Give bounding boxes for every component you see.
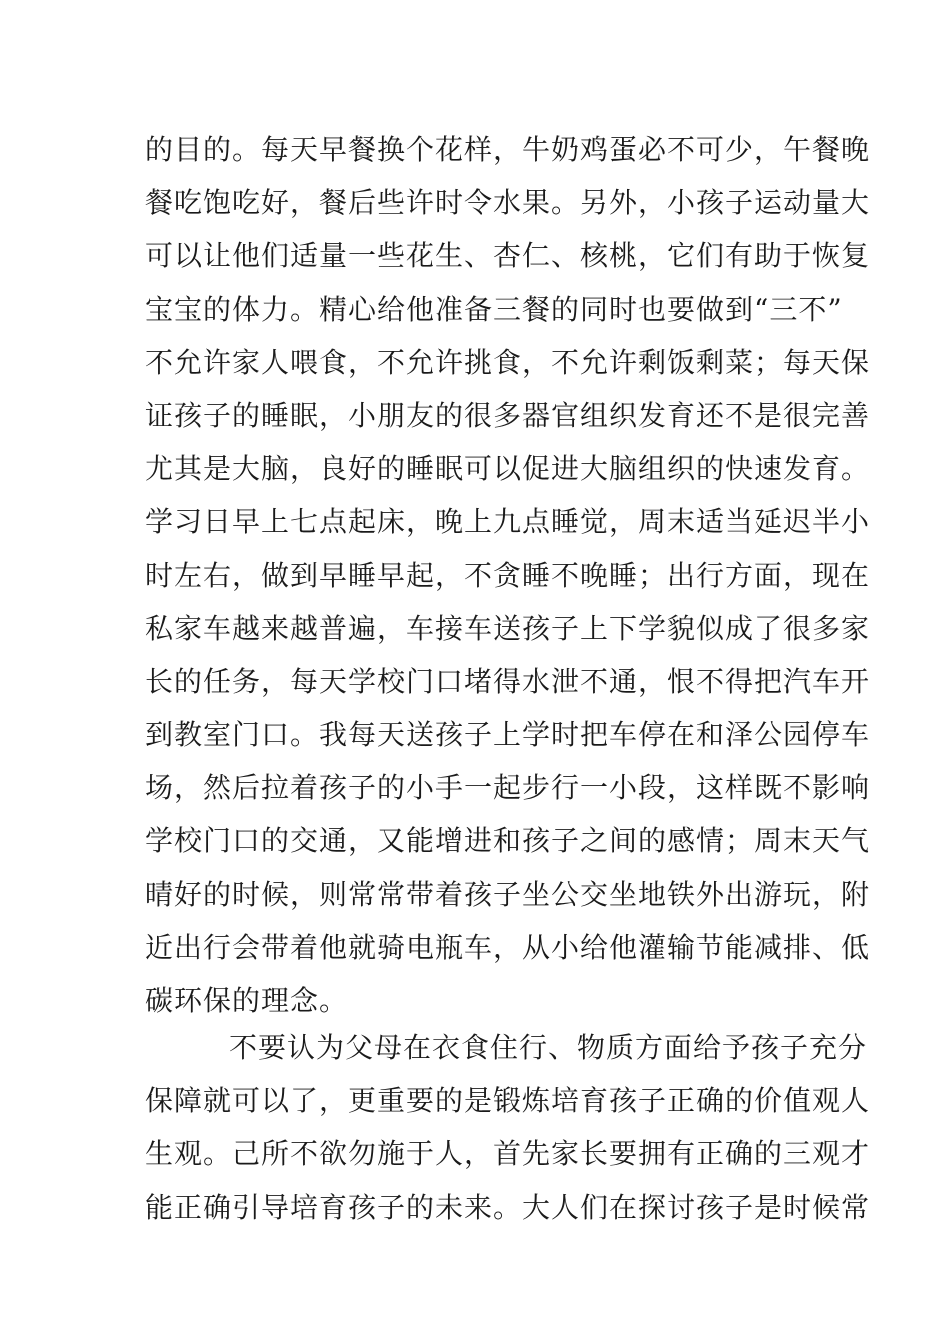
text-line: 学校门口的交通，又能增进和孩子之间的感情；周末天气 [145, 824, 871, 858]
text-line: 保障就可以了，更重要的是锻炼培育孩子正确的价值观人 [145, 1084, 871, 1118]
text-line: 生观。己所不欲勿施于人，首先家长要拥有正确的三观才 [145, 1137, 871, 1171]
paragraph-2 [145, 1021, 871, 1234]
text-line: 碳环保的理念。 [145, 984, 349, 1017]
text-line: 晴好的时候，则常常带着孩子坐公交坐地铁外出游玩，附 [145, 877, 871, 911]
text-line: 学习日早上七点起床，晚上九点睡觉，周末适当延迟半小 [145, 505, 871, 539]
text-line: 的目的。每天早餐换个花样，牛奶鸡蛋必不可少，午餐晚 [145, 133, 871, 166]
text-line: 不允许家人喂食，不允许挑食，不允许剩饭剩菜；每天保 [145, 345, 871, 379]
text-line: 时左右，做到早睡早起，不贪睡不晚睡；出行方面，现在 [145, 558, 871, 592]
text-line-indented: 不要认为父母在衣食住行、物质方面给予孩子充分 [229, 1031, 868, 1064]
text-line: 可以让他们适量一些花生、杏仁、核桃，它们有助于恢复 [145, 239, 871, 273]
text-line: 长的任务，每天学校门口堵得水泄不通，恨不得把汽车开 [145, 664, 871, 698]
text-line: 尤其是大脑，良好的睡眠可以促进大脑组织的快速发育。 [145, 452, 871, 486]
text-line: 证孩子的睡眠，小朋友的很多器官组织发育还不是很完善 [145, 398, 871, 432]
text-line: 能正确引导培育孩子的未来。大人们在探讨孩子是时候常 [145, 1190, 871, 1224]
text-line: 私家车越来越普遍，车接车送孩子上下学貌似成了很多家 [145, 611, 871, 645]
text-line: 宝宝的体力。精心给他准备三餐的同时也要做到“三不” [145, 292, 843, 326]
text-line: 场，然后拉着孩子的小手一起步行一小段，这样既不影响 [145, 771, 871, 805]
text-line: 到教室门口。我每天送孩子上学时把车停在和泽公园停车 [145, 718, 871, 752]
text-line: 近出行会带着他就骑电瓶车，从小给他灌输节能减排、低 [145, 930, 871, 964]
paragraph-1 [145, 123, 871, 1027]
text-line: 餐吃饱吃好，餐后些许时令水果。另外，小孩子运动量大 [145, 186, 871, 220]
